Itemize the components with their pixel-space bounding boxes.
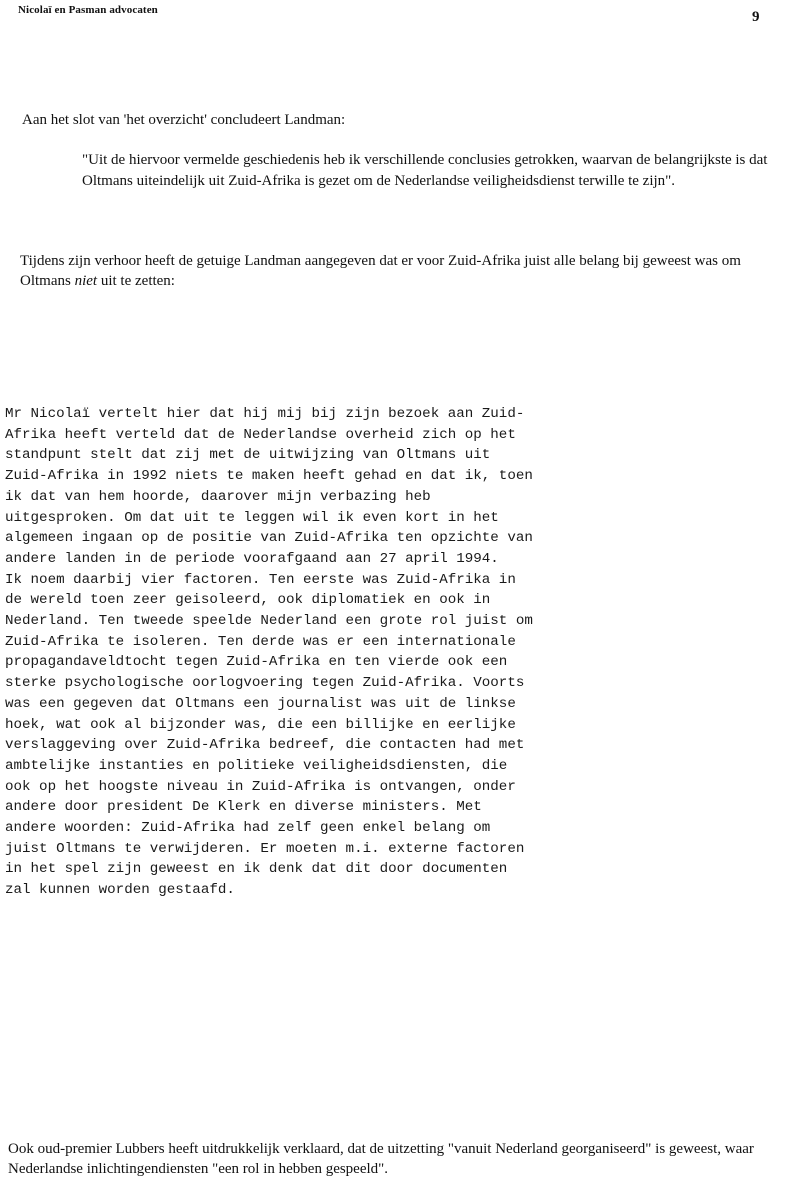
transcript-line: ook op het hoogste niveau in Zuid-Afrika is ontvangen, onder (5, 778, 516, 795)
testimony-intro-text-after: uit te zetten: (97, 273, 175, 289)
transcript-line: verslaggeving over Zuid-Afrika bedreef, die contacten had met (5, 737, 525, 754)
transcript-line: zal kunnen worden gestaafd. (5, 882, 235, 899)
transcript-line: in het spel zijn geweest en ik denk dat dit door documenten (5, 861, 508, 878)
transcript-line: propagandaveldtocht tegen Zuid-Afrika en ten vierde ook een (5, 654, 508, 671)
transcript-line: de wereld toen zeer geisoleerd, ook diplomatiek en ook in (5, 592, 491, 609)
transcript-line: andere landen in de periode voorafgaand aan 27 april 1994. (5, 550, 499, 567)
testimony-intro-text-before: Tijdens zijn verhoor heeft de getuige Landman aangegeven dat er voor Zuid-Afrika juist alle belang bij geweest was om Oltmans (20, 253, 741, 289)
testimony-intro-emphasis: niet (74, 273, 98, 289)
page-number: 9 (752, 9, 760, 25)
transcript-line: sterke psychologische oorlogvoering tegen Zuid-Afrika. Voorts (5, 675, 525, 692)
transcript-line: Zuid-Afrika in 1992 niets te maken heeft gehad en dat ik, toen (5, 468, 533, 485)
testimony-intro-paragraph (20, 251, 790, 291)
transcript-line: ambtelijke instanties en politieke veiligheidsdiensten, die (5, 757, 508, 774)
transcript-line: uitgesproken. Om dat uit te leggen wil ik even kort in het (5, 509, 499, 526)
transcript-line: Nederland. Ten tweede speelde Nederland een grote rol juist om (5, 613, 533, 630)
transcript-line: Afrika heeft verteld dat de Nederlandse overheid zich op het (5, 426, 516, 443)
transcript-line: hoek, wat ook al bijzonder was, die een billijke en eerlijke (5, 716, 516, 733)
transcript-line: andere door president De Klerk en diverse ministers. Met (5, 799, 482, 816)
transcript-block (5, 404, 800, 901)
transcript-line: was een gegeven dat Oltmans een journalist was uit de linkse (5, 695, 516, 712)
transcript-line: standpunt stelt dat zij met de uitwijzing van Oltmans uit (5, 447, 491, 464)
transcript-line: algemeen ingaan op de positie van Zuid-Afrika ten opzichte van (5, 530, 533, 547)
intro-paragraph: Aan het slot van 'het overzicht' concludeert Landman: (22, 112, 346, 128)
transcript-line: ik dat van hem hoorde, daarover mijn verbazing heb (5, 488, 431, 505)
transcript-line: juist Oltmans te verwijderen. Er moeten m.i. externe factoren (5, 840, 525, 857)
letterhead-firm-name: Nicolaï en Pasman advocaten (18, 4, 158, 16)
transcript-line: andere woorden: Zuid-Afrika had zelf geen enkel belang om (5, 820, 491, 837)
transcript-line: Zuid-Afrika te isoleren. Ten derde was er een internationale (5, 633, 516, 650)
transcript-line: Ik noem daarbij vier factoren. Ten eerste was Zuid-Afrika in (5, 571, 516, 588)
transcript-line: Mr Nicolaï vertelt hier dat hij mij bij zijn bezoek aan Zuid- (5, 406, 525, 422)
landman-quote: "Uit de hiervoor vermelde geschiedenis heb ik verschillende conclusies getrokken, waarvan de belangrijkste is dat Oltmans uiteindelijk uit Zuid-Afrika is gezet om de Nederlandse veiligheidsdienst terwille te zijn". (82, 152, 768, 189)
closing-paragraph: Ook oud-premier Lubbers heeft uitdrukkelijk verklaard, dat de uitzetting "vanuit Nederland georganiseerd" is geweest, waar Nederlandse inlichtingendiensten "een rol in hebben gespeeld". (8, 1141, 754, 1177)
